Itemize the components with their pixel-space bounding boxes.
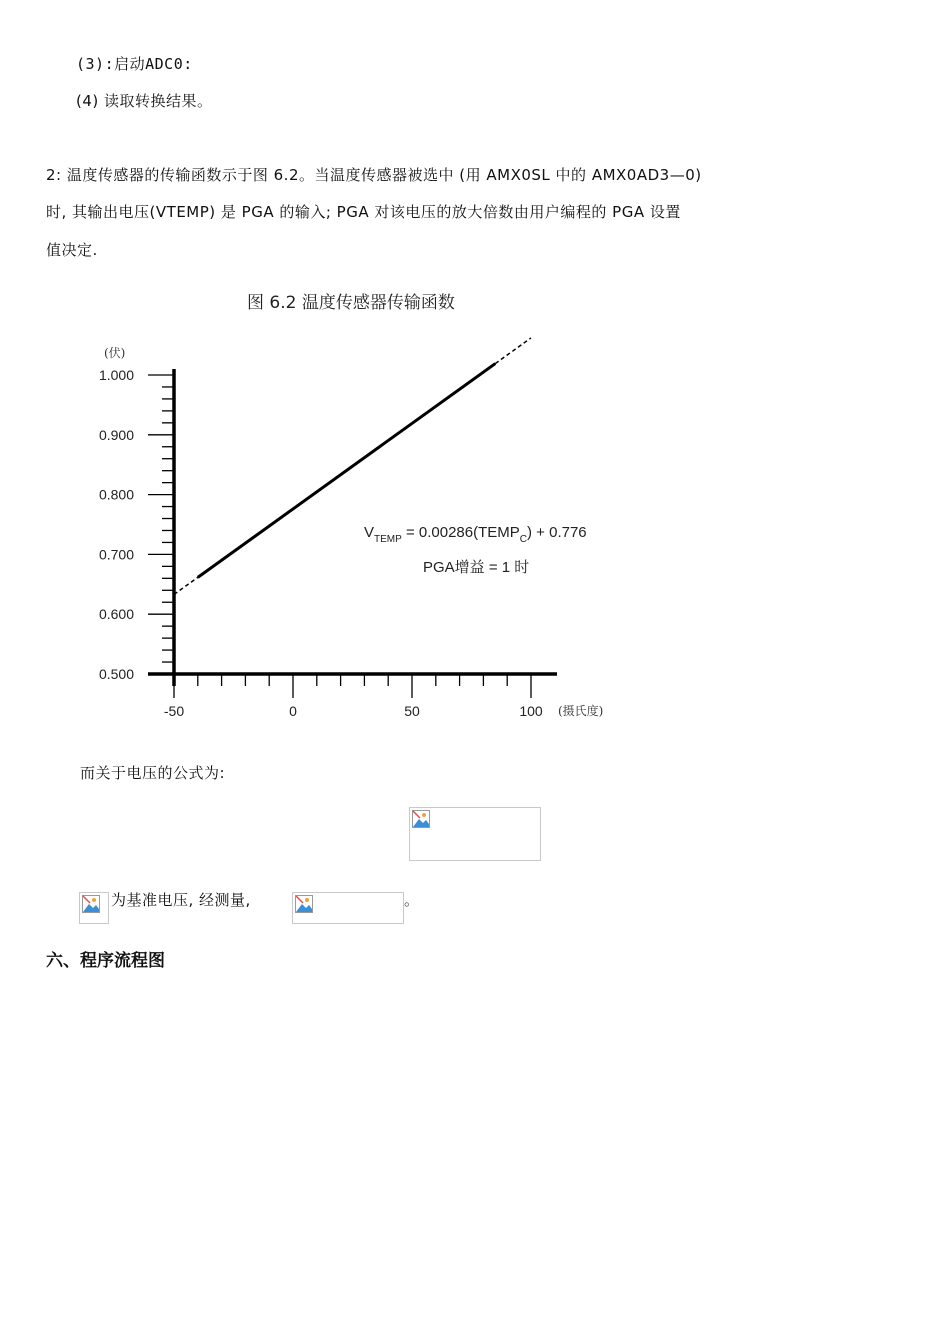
broken-image-icon <box>82 895 100 913</box>
gain-annotation: PGA增益 = 1 时 <box>423 559 530 576</box>
series-solid-line <box>198 364 496 578</box>
para2-line2: 时, 其输出电压(VTEMP) 是 PGA 的输入; PGA 对该电压的放大倍数由用户编程的 PGA 设置 <box>46 203 681 221</box>
formula-intro-text: 而关于电压的公式为: <box>80 764 226 782</box>
y-unit-label: (伏) <box>104 346 126 360</box>
reference-end-text: 。 <box>404 891 420 909</box>
section-6-heading: 六、程序流程图 <box>46 951 165 971</box>
equation-end: ) + 0.776 <box>527 524 587 541</box>
x-unit-label: (摄氏度) <box>558 704 604 718</box>
y-tick-label: 0.700 <box>98 546 134 563</box>
x-tick-label: -50 <box>163 703 185 719</box>
y-tick-label: 0.600 <box>98 606 134 623</box>
step3-text: (3):启动ADC0: <box>76 55 193 73</box>
y-tick-label: 0.500 <box>98 666 134 682</box>
x-tick-label: 100 <box>519 703 543 719</box>
measured-value-image <box>292 892 404 924</box>
reference-text: 为基准电压, 经测量, <box>111 891 251 909</box>
equation-v: V <box>364 524 375 541</box>
y-tick-label: 0.800 <box>98 486 134 503</box>
equation-sub-temp: TEMP <box>374 534 402 545</box>
step4-text: (4) 读取转换结果。 <box>76 92 213 110</box>
series-dashed-low <box>174 577 198 594</box>
chart-title: 图 6.2 温度传感器传输函数 <box>247 293 455 313</box>
equation-mid: = 0.00286(TEMP <box>401 524 520 541</box>
x-tick-label: 50 <box>404 703 420 719</box>
para2-line1: 2: 温度传感器的传输函数示于图 6.2。当温度传感器被选中 (用 AMX0SL 中的 AMX0AD3—0) <box>46 166 702 184</box>
equation-annotation <box>364 524 587 545</box>
broken-image-icon <box>295 895 313 913</box>
formula-image <box>409 807 541 861</box>
broken-image-icon <box>412 810 430 828</box>
x-tick-label: 0 <box>289 703 297 719</box>
equation-sub-c: C <box>519 534 528 545</box>
y-tick-label: 1.000 <box>98 367 134 383</box>
temperature-transfer-chart <box>80 285 640 735</box>
series-dashed-high <box>495 338 531 364</box>
para2-line3: 值决定. <box>46 241 98 259</box>
y-tick-label: 0.900 <box>98 426 134 443</box>
vref-symbol-image <box>79 892 109 924</box>
